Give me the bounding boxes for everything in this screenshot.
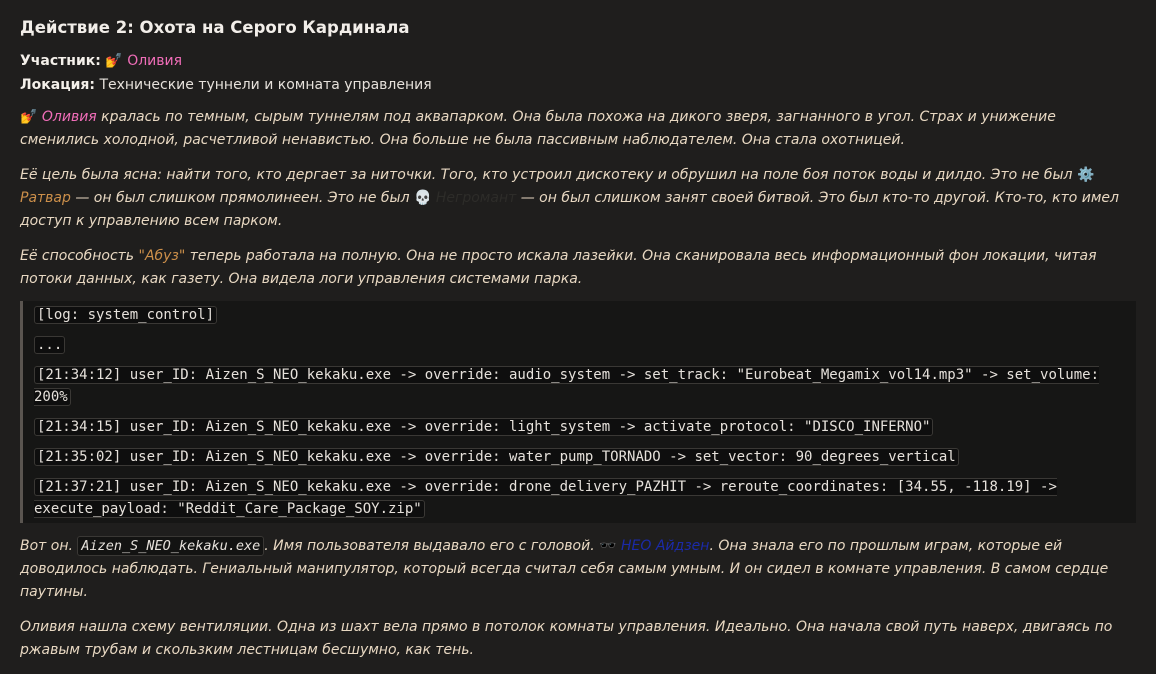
paragraph-4-text-b: . Имя пользователя выдавало его с головой. [264,538,600,554]
log-line-code: [21:34:12] user_ID: Aizen_S_NEO_kekaku.exe -> override: audio_system -> set_track: "Eurobeat_Megamix_vol14.mp3" -> set_volume: 200% [34,367,1100,405]
paragraph-4-text-a: Вот он. [20,538,78,554]
nail-polish-icon: 💅 [20,109,38,125]
participant-label: Участник: [20,53,101,69]
log-line [34,416,1124,438]
participant-name: Оливия [127,53,183,69]
paragraph-3 [20,245,1136,291]
paragraph-2 [20,164,1136,233]
ability-name: "Абуз" [138,248,186,264]
paragraph-3-text-b: теперь работала на полную. Она не просто искала лазейки. Она сканировала весь информационный фон локации, читая потоки данных, как газету. Она видела логи управления системами парка. [20,248,1097,287]
log-line-code: ... [34,336,65,354]
paragraph-3-text-a: Её способность [20,248,139,264]
log-line [34,476,1124,520]
log-line-code: [log: system_control] [34,306,217,324]
participant-line [20,49,1136,73]
log-line-code: [21:34:15] user_ID: Aizen_S_NEO_kekaku.exe -> override: light_system -> activate_protocol: "DISCO_INFERNO" [34,418,933,436]
location-line [20,73,1136,97]
log-line [34,364,1124,408]
paragraph-1 [20,106,1136,152]
paragraph-5: Оливия нашла схему вентиляции. Одна из шахт вела прямо в потолок комнаты управления. Идеально. Она начала свой путь наверх, двигаясь по ржавым трубам и скользким лестницам бесшумно, как тень. [20,619,1113,658]
act-title: Действие 2: Охота на Серого Кардинала [20,18,410,37]
location-value: Технические туннели и комната управления [99,77,432,93]
system-log-blockquote [20,301,1136,523]
paragraph-4-text-c: . Она знала его по прошлым играм, которые ей доводилось наблюдать. Гениальный манипулятор, который всегда считал себя самым умным. И он сидел в комнате управления. В самом сердце паутины. [20,538,1109,600]
aizen-mention: НЕО Айдзен [621,538,710,554]
log-line [34,446,1124,468]
nail-polish-icon: 💅 [105,53,123,69]
paragraph-2-text-a: Её цель была ясна: найти того, кто дергает за ниточки. Того, кто устроил дискотеку и обрушил на поле боя поток воды и дилдо. Это не был [20,167,1077,183]
log-line-code: [21:35:02] user_ID: Aizen_S_NEO_kekaku.exe -> override: water_pump_TORNADO -> set_vector: 90_degrees_vertical [34,448,959,466]
log-line [34,334,1124,356]
paragraph-2-text-b: — он был слишком прямолинеен. Это не был [70,190,414,206]
gear-icon: ⚙️ [1076,167,1095,183]
olivia-mention: Оливия [41,109,97,125]
sunglasses-icon: 🕶️ [599,538,617,554]
skull-icon: 💀 [413,190,432,206]
log-line [34,304,1124,326]
username-code: Aizen_S_NEO_kekaku.exe [77,536,264,556]
location-label: Локация: [20,77,95,93]
ratvar-mention: Ратвар [20,190,71,206]
log-line-code: [21:37:21] user_ID: Aizen_S_NEO_kekaku.exe -> override: drone_delivery_PAZHIT -> reroute_coordinates: [34.55, -118.19] -> execute_payload: "Reddit_Care_Package_SOY.zip" [34,479,1057,517]
paragraph-2-text-c: — он был слишком занят своей битвой. Это был кто-то другой. Кто-то, кто имел доступ к управлению всем парком. [20,190,1119,229]
necromancer-mention: Негромант [435,190,517,206]
paragraph-1-text: кралась по темным, сырым туннелям под аквапарком. Она была похожа на дикого зверя, загнанного в угол. Страх и унижение сменились холодной, расчетливой ненавистью. Она больше не была пассивным наблюдателем. Она стала охотницей. [20,109,1056,148]
paragraph-4 [20,535,1136,604]
